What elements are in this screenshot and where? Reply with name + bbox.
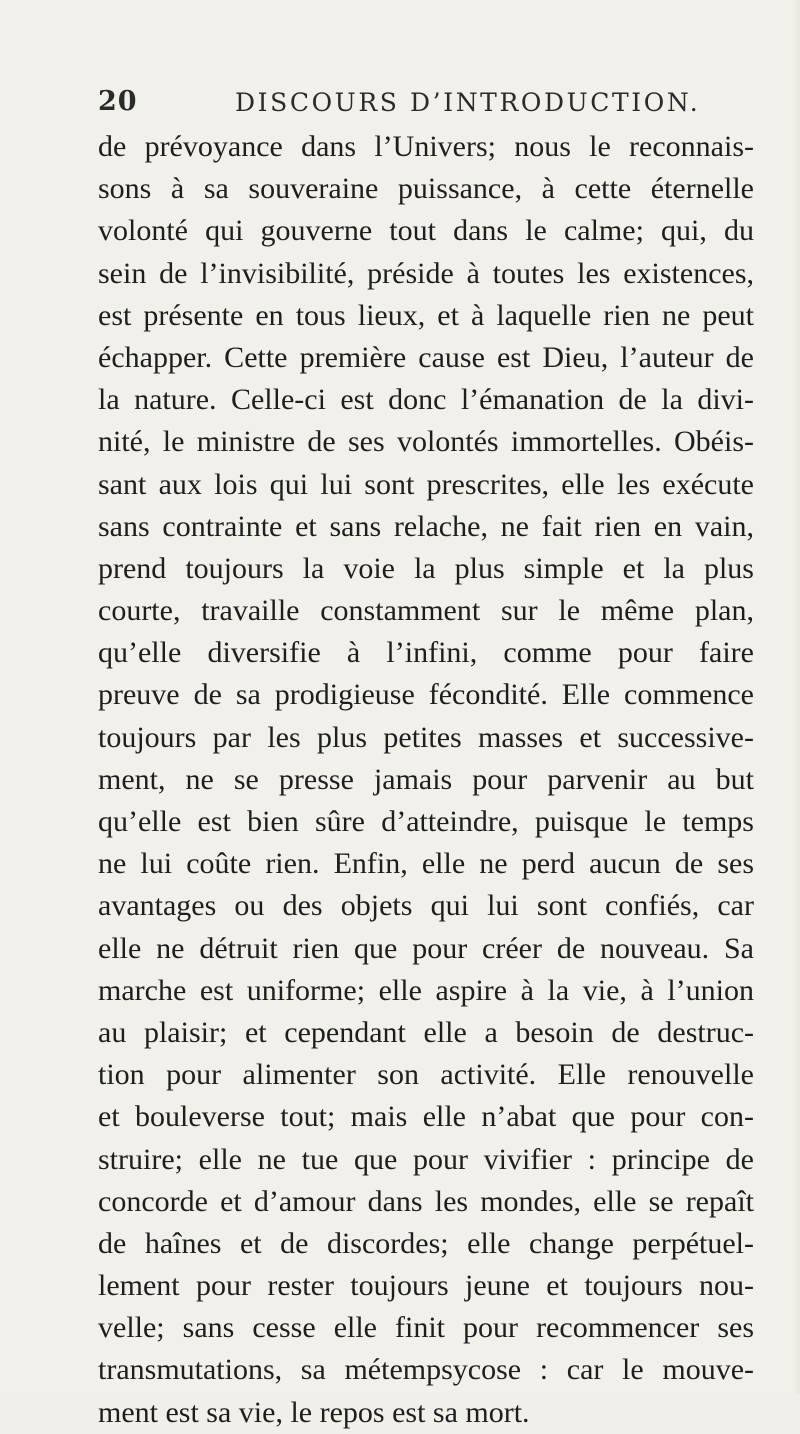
text-line: sans contrainte et sans relache, ne fait rien en vain, bbox=[98, 509, 754, 543]
body-text bbox=[98, 126, 754, 1434]
text-line: ment est sa vie, le repos est sa mort. bbox=[98, 1395, 530, 1429]
text-line: ment, ne se presse jamais pour parvenir au but bbox=[98, 762, 754, 796]
text-line: qu’elle est bien sûre d’atteindre, puisque le temps bbox=[98, 805, 754, 838]
text-line: struire; elle ne tue que pour vivifier : principe de bbox=[98, 1142, 754, 1176]
text-line: est présente en tous lieux, et à laquelle rien ne peut bbox=[98, 298, 754, 332]
text-line: au plaisir; et cependant elle a besoin de destruc- bbox=[98, 1015, 754, 1049]
text-line: marche est uniforme; elle aspire à la vie, à l’union bbox=[98, 973, 754, 1007]
text-line: prend toujours la voie la plus simple et la plus bbox=[98, 551, 754, 585]
text-line: elle ne détruit rien que pour créer de nouveau. Sa bbox=[98, 931, 754, 965]
text-line: courte, travaille constamment sur le même plan, bbox=[98, 594, 754, 628]
text-line: ne lui coûte rien. Enfin, elle ne perd aucun de ses bbox=[98, 847, 754, 881]
text-line: sant aux lois qui lui sont prescrites, elle les exécute bbox=[98, 467, 754, 501]
text-line: preuve de sa prodigieuse fécondité. Elle commence bbox=[98, 678, 754, 712]
text-line: qu’elle diversifie à l’infini, comme pour faire bbox=[98, 636, 754, 670]
text-line: sons à sa souveraine puissance, à cette éternelle bbox=[98, 172, 754, 206]
text-line: volonté qui gouverne tout dans le calme; qui, du bbox=[98, 214, 754, 248]
text-line: de haînes et de discordes; elle change perpétuel- bbox=[98, 1226, 754, 1260]
text-line: tion pour alimenter son activité. Elle renouvelle bbox=[98, 1058, 754, 1092]
text-line: nité, le ministre de ses volontés immortelles. Obéis- bbox=[98, 425, 754, 459]
page-number: 20 bbox=[98, 86, 138, 117]
page-header bbox=[98, 86, 738, 122]
text-line: transmutations, sa métempsycose : car le mouve- bbox=[98, 1353, 754, 1387]
text-line: lement pour rester toujours jeune et toujours nou- bbox=[98, 1269, 754, 1303]
text-line: de prévoyance dans l’Univers; nous le reconnais- bbox=[98, 130, 754, 163]
text-line: sein de l’invisibilité, préside à toutes les existences, bbox=[98, 256, 754, 290]
page-edge-shadow bbox=[792, 0, 800, 1394]
text-line: échapper. Cette première cause est Dieu, l’auteur de bbox=[98, 340, 754, 374]
text-line: toujours par les plus petites masses et successive- bbox=[98, 720, 754, 754]
text-line: concorde et d’amour dans les mondes, elle se repaît bbox=[98, 1184, 754, 1218]
text-line: velle; sans cesse elle finit pour recommencer ses bbox=[98, 1311, 754, 1345]
text-line: la nature. Celle-ci est donc l’émanation de la divi- bbox=[98, 383, 754, 417]
running-title: DISCOURS D’INTRODUCTION. bbox=[235, 88, 701, 117]
text-line: avantages ou des objets qui lui sont confiés, car bbox=[98, 889, 754, 923]
text-line: et bouleverse tout; mais elle n’abat que pour con- bbox=[98, 1100, 754, 1134]
